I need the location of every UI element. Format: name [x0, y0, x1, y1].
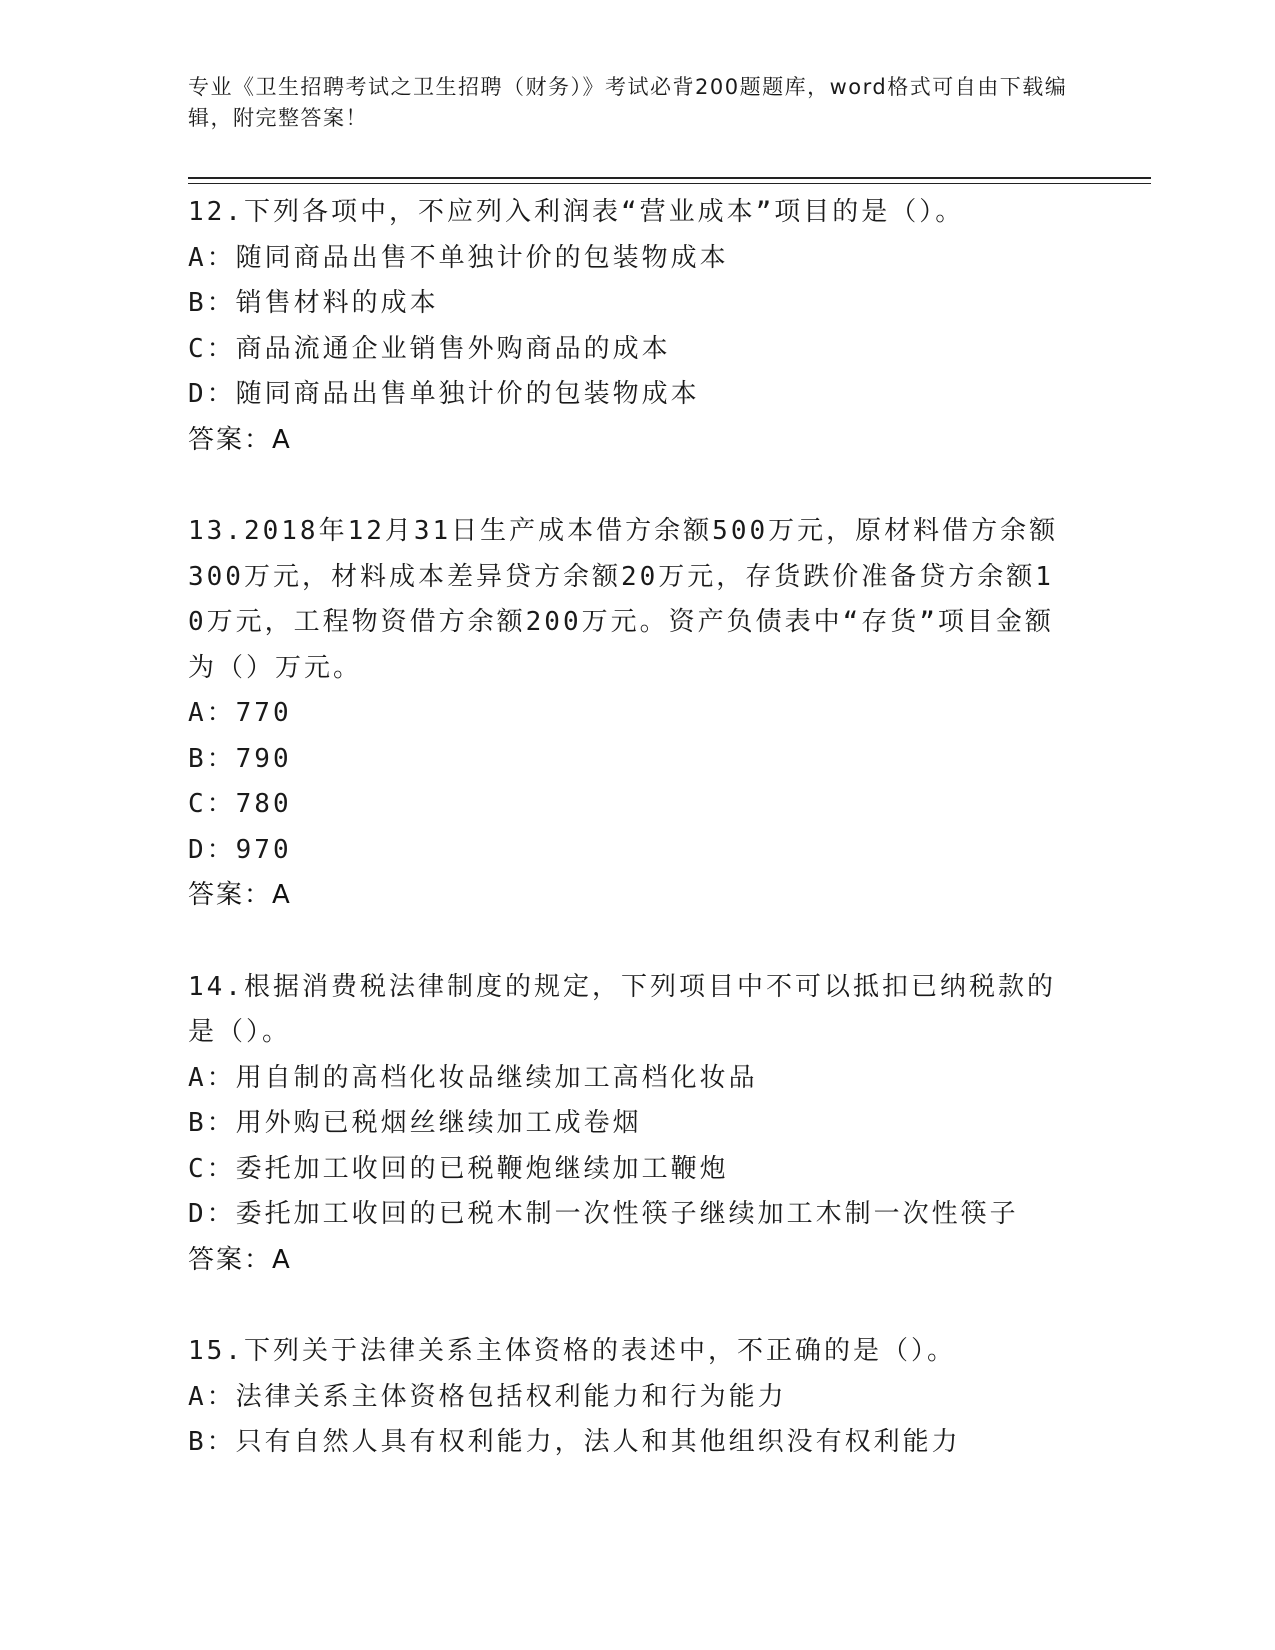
- header-divider-thick: [188, 177, 1151, 179]
- answer-line: 答案：A: [188, 1244, 292, 1275]
- option-d: D：随同商品出售单独计价的包装物成本: [188, 379, 700, 409]
- question-stem: 13.2018年12月31日生产成本借方余额500万元，原材料借方余额300万元，材料成本差异贷方余额20万元，存货跌价准备贷方余额10万元，工程物资借方余额200万元。资产负债表中“存货”项目金额为（）万元。: [188, 516, 1059, 683]
- question-stem: 12.下列各项中，不应列入利润表“营业成本”项目的是（）。: [188, 197, 965, 227]
- option-c: C：780: [188, 789, 292, 819]
- header-divider-thin: [188, 183, 1151, 184]
- option-d: D：970: [188, 834, 292, 865]
- question-12: [188, 190, 1088, 463]
- answer-line: 答案：A: [188, 424, 292, 455]
- option-a: A：法律关系主体资格包括权利能力和行为能力: [188, 1381, 787, 1412]
- question-13: [188, 509, 1088, 919]
- question-stem: 15.下列关于法律关系主体资格的表述中，不正确的是（）。: [188, 1336, 956, 1366]
- document-header: 专业《卫生招聘考试之卫生招聘（财务）》考试必背200题题库，word格式可自由下载编辑，附完整答案！: [188, 75, 1068, 130]
- option-c: C：商品流通企业销售外购商品的成本: [188, 333, 671, 364]
- option-b: B：只有自然人具有权利能力，法人和其他组织没有权利能力: [188, 1427, 961, 1457]
- question-14: [188, 965, 1088, 1284]
- question-list: [188, 190, 1088, 1512]
- option-b: B：销售材料的成本: [188, 288, 439, 318]
- option-b: B：用外购已税烟丝继续加工成卷烟: [188, 1108, 642, 1138]
- question-15: [188, 1329, 1088, 1466]
- option-a: A：770: [188, 698, 292, 728]
- question-stem: 14.根据消费税法律制度的规定，下列项目中不可以抵扣已纳税款的是（）。: [188, 971, 1056, 1047]
- option-c: C：委托加工收回的已税鞭炮继续加工鞭炮: [188, 1153, 729, 1184]
- option-a: A：用自制的高档化妆品继续加工高档化妆品: [188, 1062, 758, 1093]
- option-b: B：790: [188, 743, 292, 774]
- answer-line: 答案：A: [188, 880, 292, 910]
- option-a: A：随同商品出售不单独计价的包装物成本: [188, 242, 729, 273]
- option-d: D：委托加工收回的已税木制一次性筷子继续加工木制一次性筷子: [188, 1199, 1019, 1229]
